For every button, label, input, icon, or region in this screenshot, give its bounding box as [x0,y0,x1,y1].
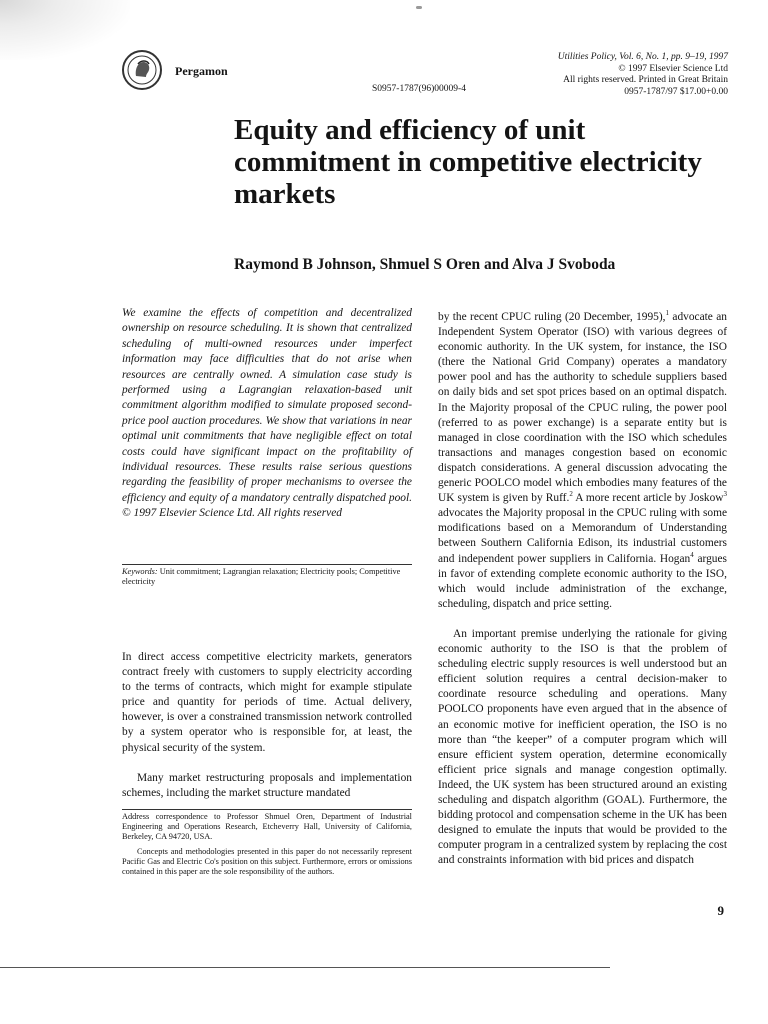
text-run: advocates the Majority proposal in the CPUC ruling with some modifications based on a Memorandum of Understanding between Southern California Edison, its industrial customers and independent power suppliers in California. Hogan [438,507,727,565]
text-run: advocate an Independent System Operator (ISO) with various degrees of economic authority. In the UK system, for instance, the ISO (there the National Grid Company) operates a mandatory power pool and has the authority to schedule suppliers based on daily bids and set spot prices based on an optimal dispatch. In the Majority proposal of the CPUC ruling, the power pool (referred to as power exchange) is a separate entity but is managed in close coordination with the ISO which schedules transactions and manages congestion based on economic dispatch considerations. A general discussion advocating the generic POOLCO model which embodies many features of the UK system is given by Ruff. [438,311,727,505]
body-paragraph: An important premise underlying the rationale for giving economic authority to the ISO is that the problem of scheduling electric supply resources is well understood but an efficient solution requires a central decision-maker to coordinate resource scheduling and operations. Many POOLCO proponents have even argued that in the absence of an economic motive for inefficient operation, the ISO is no more than “the keeper” of a computer program which will ensure efficient system operation, determine economically efficient price signals and manage congestion optimally. Indeed, the UK system has been structured around an existing scheduling and dispatch algorithm (GOAL). Furthermore, the bidding protocol and compensation scheme in the UK has been designed to emulate the inputs that would be provided to the computer program in a centralized system by replacing the cost and constraints information with bid prices and dispatch [438,628,727,867]
abstract: We examine the effects of competition and decentralized ownership on resource scheduling. It is shown that centralized scheduling of multi-owned resources under imperfect information may face difficulties that do not arise when resources are centrally owned. A simulation case study is performed using a Lagrangian relaxation-based unit commitment algorithm modified to simulate proposed second-price pool auction procedures. We show that variations in near optimal unit commitments that have negligible effect on total costs could have significant impact on the profitability of individual resources. These results raise serious questions regarding the feasibility of proper mechanisms to oversee the efficiency and equity of a mandatory centrally dispatched pool. © 1997 Elsevier Science Ltd. All rights reserved [122,307,412,520]
reference-marker: 4 [690,550,694,559]
article-title: Equity and efficiency of unit commitment in competitive electricity markets [234,114,702,210]
reference-marker: 2 [569,490,573,499]
reference-marker: 3 [723,490,727,499]
keywords-text: Unit commitment; Lagrangian relaxation; Electricity pools; Competitive electricity [122,567,401,586]
pergamon-head-icon [126,54,158,86]
author-list: Raymond B Johnson, Shmuel S Oren and Alva J Svoboda [234,256,616,273]
footnote-address: Address correspondence to Professor Shmuel Oren, Department of Industrial Engineering and Operations Research, Etcheverry Hall, University of California, Berkeley, CA 94720, USA. [122,812,412,842]
reference-marker: 1 [665,309,670,318]
journal-line: © 1997 Elsevier Science Ltd [618,63,728,74]
keywords-label: Keywords: [122,567,158,576]
scan-speck [416,6,422,9]
pergamon-logo [122,50,162,90]
text-run: argues in favor of extending complete economic authority to the ISO, which would include administration of the exchange, scheduling, dispatch and price setting. [438,552,727,610]
body-paragraph [438,310,727,612]
journal-line: Utilities Policy, Vol. 6, No. 1, pp. 9–19, 1997 [557,52,728,62]
journal-line: All rights reserved. Printed in Great Britain [563,75,728,85]
footnote-disclaimer: Concepts and methodologies presented in this paper do not necessarily represent Pacific Gas and Electric Co's position on this subject. Furthermore, errors or omissions contained in this paper are the sole responsibility of the authors. [122,847,412,877]
text-run: A more recent article by Joskow [572,492,724,505]
doi: S0957-1787(96)00009-4 [372,84,466,94]
journal-citation [558,52,728,98]
scan-shadow [0,0,130,60]
body-paragraph: Many market restructuring proposals and implementation schemes, including the market structure mandated [122,772,412,800]
body-paragraph: In direct access competitive electricity markets, generators contract freely with customers to supply electricity according to the terms of contracts, which might for example stipulate price and quantity for periods of time. Actual delivery, however, is over a constrained transmission network controlled by a system operator who is responsible for, at least, the physical security of the system. [122,651,412,754]
publisher-name: Pergamon [175,64,228,78]
journal-line: 0957-1787/97 $17.00+0.00 [624,86,728,97]
scan-edge-line [0,967,610,968]
footnote-divider [122,809,412,810]
text-run: by the recent CPUC ruling (20 December, 1995), [438,311,666,323]
page-number: 9 [717,903,724,918]
keywords [122,567,412,587]
keywords-divider [122,564,412,565]
